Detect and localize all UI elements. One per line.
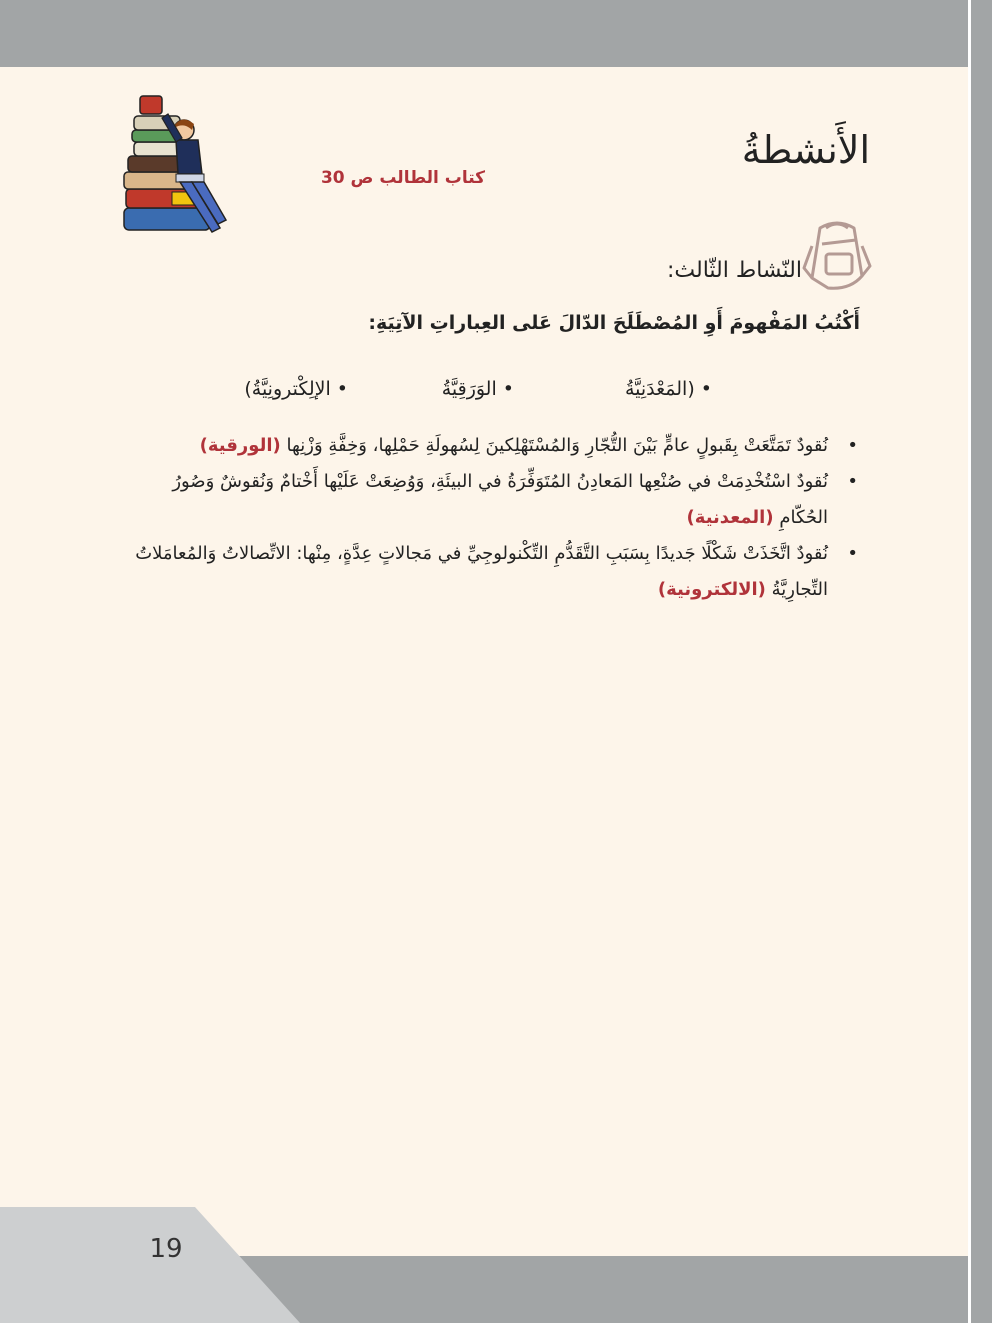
books-illustration-icon [116, 92, 238, 242]
book-reference: كتاب الطالب ص 30 [320, 168, 486, 188]
page-number: 19 [149, 1234, 183, 1264]
page-title: الأَنشطةُ [741, 128, 870, 172]
item-text: نُقودٌ اسْتُخْدِمَتْ في صُنْعِها المَعادِنُ المُتَوَفِّرَةُ في البيئَةِ، وَوُضِعَتْ عَلَيْها أَخْتامٌ وَنُقوشٌ وَصُورُ الحُكّامِ [172, 471, 828, 528]
backpack-icon [800, 216, 874, 296]
bullet-dot: • [847, 471, 858, 492]
item-text: نُقودٌ تَمَتَّعَتْ بِقَبولٍ عامٍّ بَيْنَ التُّجّارِ وَالمُسْتَهْلِكينَ لِسُهولَةِ حَمْلِها، وَخِفَّةِ وَزْنِها [286, 435, 828, 456]
footer-bar [230, 1256, 968, 1323]
activity-title: النّشاط الثّالث: [667, 258, 802, 283]
instruction: أَكْتُبُ المَفْهومَ أَوِ المُصْطَلَحَ الدّالَ عَلى العِباراتِ الآتِيَةِ: [368, 312, 860, 334]
top-bar [0, 0, 992, 67]
right-margin-strip [968, 0, 992, 1323]
item-answer: (الالكترونية) [657, 579, 766, 600]
item-answer: (الورقية) [199, 435, 281, 456]
item-answer: (المعدنية) [686, 507, 774, 528]
option-electronic: • الإلِكْترونِيَّةُ) [244, 378, 348, 400]
right-margin-divider [968, 0, 971, 1323]
option-paper: • الوَرَقِيَّةُ [441, 378, 514, 400]
bullet-dot: • [847, 435, 858, 456]
bullet-dot: • [847, 543, 858, 564]
option-metallic: • (المَعْدَنِيَّةُ [624, 378, 712, 400]
list-item [120, 536, 860, 608]
list-item [120, 464, 860, 536]
item-text: نُقودٌ اتَّخَذَتْ شَكْلًا جَديدًا بِسَبَبِ التَّقَدُّمِ التِّكْنولوجِيِّ في مَجالاتٍ عِدَّةٍ، مِنْها: الاتِّصالاتُ وَالمُعامَلاتُ التِّجارِيَّةُ [135, 543, 828, 600]
bullet-list [120, 428, 860, 608]
list-item [120, 428, 860, 464]
